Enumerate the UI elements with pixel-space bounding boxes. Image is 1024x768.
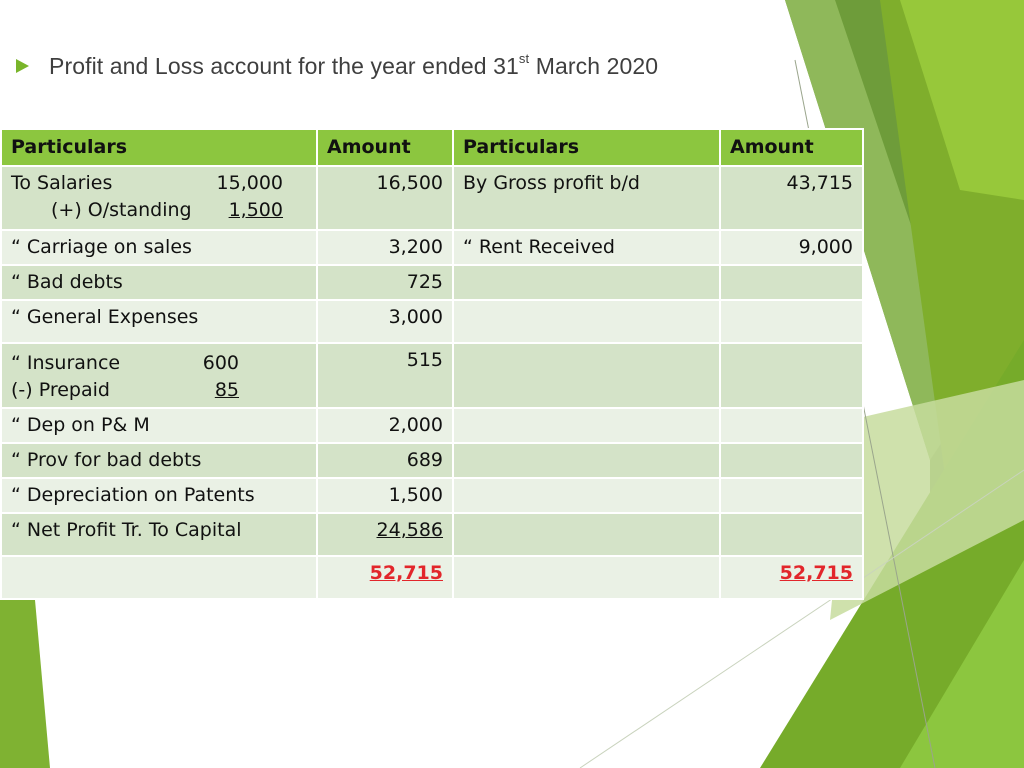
table-row: [1, 265, 863, 300]
empty-cell: [453, 443, 720, 478]
header-particulars-right: Particulars: [453, 129, 720, 166]
total-left: 52,715: [369, 562, 443, 584]
general-expenses-label: “ General Expenses: [1, 300, 317, 343]
title-tail: March 2020: [529, 52, 659, 79]
rent-amount: 9,000: [720, 230, 863, 265]
header-particulars-left: Particulars: [1, 129, 317, 166]
empty-cell: [720, 443, 863, 478]
dep-pm-amount: 2,000: [317, 408, 453, 443]
prov-bad-debts-amount: 689: [317, 443, 453, 478]
slide-title-row: [16, 46, 658, 86]
table-row: [1, 513, 863, 556]
slide-title: [49, 50, 659, 80]
table-row: [1, 230, 863, 265]
rent-label: “ Rent Received: [453, 230, 720, 265]
profit-loss-table: [0, 128, 864, 600]
salaries-base: 15,000: [216, 172, 283, 194]
empty-cell: [453, 343, 720, 408]
insurance-cell: [1, 343, 317, 408]
salaries-adjust-value: 1,500: [228, 199, 283, 221]
empty-cell: [1, 556, 317, 599]
empty-cell: [453, 478, 720, 513]
prov-bad-debts-label: “ Prov for bad debts: [1, 443, 317, 478]
empty-cell: [720, 513, 863, 556]
total-left-cell: [317, 556, 453, 599]
table-row: [1, 300, 863, 343]
table-row: [1, 343, 863, 408]
empty-cell: [720, 408, 863, 443]
net-profit-amount: 24,586: [317, 513, 453, 556]
insurance-line: [11, 350, 239, 377]
gross-profit-amount: 43,715: [720, 166, 863, 230]
insurance-adjust-label: (-) Prepaid: [11, 379, 110, 401]
table-row: [1, 408, 863, 443]
net-profit-label: “ Net Profit Tr. To Capital: [1, 513, 317, 556]
bullet-arrow-icon: [16, 59, 29, 73]
empty-cell: [720, 300, 863, 343]
table-row: [1, 478, 863, 513]
dep-patents-amount: 1,500: [317, 478, 453, 513]
gross-profit-label: By Gross profit b/d: [453, 166, 720, 230]
header-amount-left: Amount: [317, 129, 453, 166]
empty-cell: [453, 300, 720, 343]
insurance-label: “ Insurance: [11, 352, 121, 374]
empty-cell: [453, 513, 720, 556]
table-row: [1, 443, 863, 478]
empty-cell: [720, 343, 863, 408]
salaries-label: To Salaries: [11, 172, 113, 194]
empty-cell: [453, 265, 720, 300]
title-superscript: st: [518, 50, 530, 66]
carriage-amount: 3,200: [317, 230, 453, 265]
dep-patents-label: “ Depreciation on Patents: [1, 478, 317, 513]
header-amount-right: Amount: [720, 129, 863, 166]
title-main: Profit and Loss account for the year ended 31: [49, 52, 519, 79]
general-expenses-amount: 3,000: [317, 300, 453, 343]
empty-cell: [453, 556, 720, 599]
bad-debts-label: “ Bad debts: [1, 265, 317, 300]
insurance-base: 600: [202, 352, 239, 374]
empty-cell: [720, 265, 863, 300]
total-right: 52,715: [779, 562, 853, 584]
empty-cell: [720, 478, 863, 513]
header-row: [1, 129, 863, 166]
insurance-amount: 515: [317, 343, 453, 408]
totals-row: [1, 556, 863, 599]
salaries-cell: [1, 166, 317, 230]
empty-cell: [453, 408, 720, 443]
salaries-amount: 16,500: [317, 166, 453, 230]
dep-pm-label: “ Dep on P& M: [1, 408, 317, 443]
insurance-adjust-value: 85: [214, 379, 239, 401]
carriage-label: “ Carriage on sales: [1, 230, 317, 265]
salaries-line: [11, 170, 283, 197]
table-row: [1, 166, 863, 230]
salaries-adjust-line: [11, 197, 283, 224]
salaries-adjust-label: (+) O/standing: [51, 199, 192, 221]
bad-debts-amount: 725: [317, 265, 453, 300]
insurance-adjust-line: [11, 377, 239, 404]
total-right-cell: [720, 556, 863, 599]
